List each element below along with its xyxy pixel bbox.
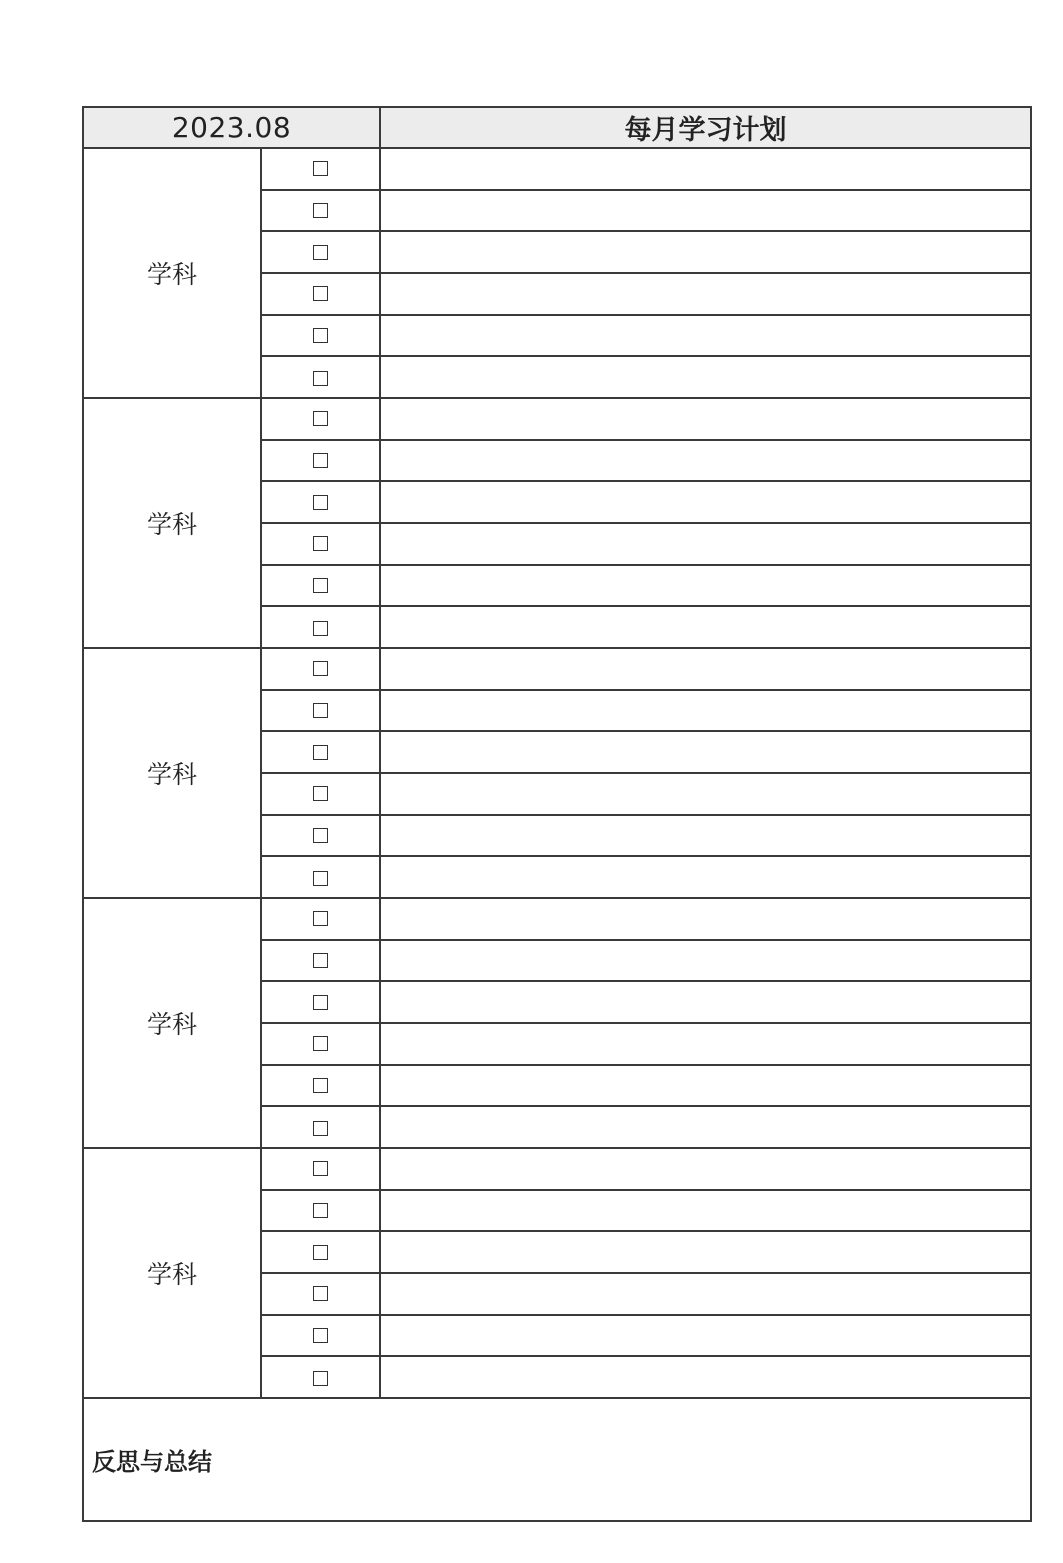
task-entry-field[interactable] [381, 1274, 1030, 1314]
task-checkbox[interactable] [313, 286, 328, 301]
task-row [262, 607, 1030, 649]
task-entry-field[interactable] [381, 774, 1030, 814]
task-row [262, 1232, 1030, 1274]
task-entry-field[interactable] [381, 274, 1030, 314]
task-rows [262, 649, 1030, 897]
task-entry-field[interactable] [381, 399, 1030, 439]
checkbox-cell [262, 441, 381, 481]
checkbox-cell [262, 232, 381, 272]
task-entry-field[interactable] [381, 982, 1030, 1022]
task-checkbox[interactable] [313, 1371, 328, 1386]
task-entry-field[interactable] [381, 482, 1030, 522]
task-checkbox[interactable] [313, 871, 328, 886]
task-row [262, 357, 1030, 399]
task-entry-field[interactable] [381, 1107, 1030, 1149]
subject-section [84, 399, 1030, 649]
task-row [262, 732, 1030, 774]
task-row [262, 1191, 1030, 1233]
checkbox-cell [262, 316, 381, 356]
checkbox-cell [262, 1107, 381, 1149]
checkbox-cell [262, 1066, 381, 1106]
task-row [262, 1357, 1030, 1399]
task-row [262, 1274, 1030, 1316]
task-checkbox[interactable] [313, 203, 328, 218]
task-checkbox[interactable] [313, 661, 328, 676]
checkbox-cell [262, 191, 381, 231]
checkbox-cell [262, 399, 381, 439]
subject-label: 学科 [84, 649, 262, 897]
reflection-label: 反思与总结 [92, 1448, 212, 1476]
checkbox-cell [262, 691, 381, 731]
subject-label: 学科 [84, 399, 262, 647]
task-checkbox[interactable] [313, 745, 328, 760]
task-row [262, 566, 1030, 608]
task-checkbox[interactable] [313, 1328, 328, 1343]
task-entry-field[interactable] [381, 1357, 1030, 1399]
task-checkbox[interactable] [313, 1121, 328, 1136]
checkbox-cell [262, 1149, 381, 1189]
task-checkbox[interactable] [313, 411, 328, 426]
task-row [262, 857, 1030, 899]
task-entry-field[interactable] [381, 524, 1030, 564]
checkbox-cell [262, 1357, 381, 1399]
task-row [262, 816, 1030, 858]
task-entry-field[interactable] [381, 1149, 1030, 1189]
task-row [262, 1316, 1030, 1358]
checkbox-cell [262, 149, 381, 189]
task-row [262, 316, 1030, 358]
task-entry-field[interactable] [381, 149, 1030, 189]
task-checkbox[interactable] [313, 703, 328, 718]
task-entry-field[interactable] [381, 1191, 1030, 1231]
checkbox-cell [262, 1316, 381, 1356]
task-entry-field[interactable] [381, 357, 1030, 399]
task-row [262, 691, 1030, 733]
task-rows [262, 899, 1030, 1147]
task-row [262, 941, 1030, 983]
task-entry-field[interactable] [381, 649, 1030, 689]
task-entry-field[interactable] [381, 441, 1030, 481]
checkbox-cell [262, 774, 381, 814]
checkbox-cell [262, 274, 381, 314]
monthly-plan-sheet [82, 106, 1032, 1522]
task-checkbox[interactable] [313, 1203, 328, 1218]
task-entry-field[interactable] [381, 607, 1030, 649]
subject-label: 学科 [84, 149, 262, 397]
task-row [262, 399, 1030, 441]
task-entry-field[interactable] [381, 232, 1030, 272]
checkbox-cell [262, 566, 381, 606]
task-row [262, 191, 1030, 233]
task-entry-field[interactable] [381, 191, 1030, 231]
subject-section [84, 149, 1030, 399]
task-checkbox[interactable] [313, 536, 328, 551]
subject-section [84, 649, 1030, 899]
task-entry-field[interactable] [381, 1024, 1030, 1064]
task-entry-field[interactable] [381, 732, 1030, 772]
task-row [262, 1066, 1030, 1108]
checkbox-cell [262, 607, 381, 649]
task-entry-field[interactable] [381, 566, 1030, 606]
task-checkbox[interactable] [313, 245, 328, 260]
task-checkbox[interactable] [313, 578, 328, 593]
task-row [262, 524, 1030, 566]
task-checkbox[interactable] [313, 1078, 328, 1093]
task-row [262, 149, 1030, 191]
subject-label: 学科 [84, 899, 262, 1147]
task-checkbox[interactable] [313, 828, 328, 843]
task-checkbox[interactable] [313, 371, 328, 386]
task-entry-field[interactable] [381, 857, 1030, 899]
task-checkbox[interactable] [313, 621, 328, 636]
subject-label: 学科 [84, 1149, 262, 1397]
task-entry-field[interactable] [381, 941, 1030, 981]
task-rows [262, 399, 1030, 647]
task-row [262, 649, 1030, 691]
task-checkbox[interactable] [313, 786, 328, 801]
task-entry-field[interactable] [381, 691, 1030, 731]
page-title: 每月学习计划 [381, 108, 1030, 149]
task-entry-field[interactable] [381, 899, 1030, 939]
task-row [262, 274, 1030, 316]
task-rows [262, 1149, 1030, 1397]
task-row [262, 1024, 1030, 1066]
checkbox-cell [262, 1232, 381, 1272]
task-entry-field[interactable] [381, 1066, 1030, 1106]
checkbox-cell [262, 649, 381, 689]
checkbox-cell [262, 357, 381, 399]
task-entry-field[interactable] [381, 816, 1030, 856]
task-checkbox[interactable] [313, 953, 328, 968]
subject-section [84, 1149, 1030, 1399]
task-entry-field[interactable] [381, 316, 1030, 356]
reflection-summary-section[interactable] [84, 1399, 1030, 1520]
checkbox-cell [262, 524, 381, 564]
task-entry-field[interactable] [381, 1232, 1030, 1272]
task-checkbox[interactable] [313, 911, 328, 926]
task-row [262, 1107, 1030, 1149]
task-checkbox[interactable] [313, 328, 328, 343]
task-row [262, 899, 1030, 941]
task-checkbox[interactable] [313, 1161, 328, 1176]
checkbox-cell [262, 941, 381, 981]
task-checkbox[interactable] [313, 1245, 328, 1260]
task-row [262, 482, 1030, 524]
checkbox-cell [262, 1274, 381, 1314]
task-row [262, 441, 1030, 483]
task-row [262, 982, 1030, 1024]
header-date: 2023.08 [84, 108, 381, 149]
task-rows [262, 149, 1030, 397]
checkbox-cell [262, 1191, 381, 1231]
task-checkbox[interactable] [313, 453, 328, 468]
checkbox-cell [262, 482, 381, 522]
task-checkbox[interactable] [313, 995, 328, 1010]
task-checkbox[interactable] [313, 1036, 328, 1051]
task-row [262, 232, 1030, 274]
task-entry-field[interactable] [381, 1316, 1030, 1356]
checkbox-cell [262, 732, 381, 772]
task-checkbox[interactable] [313, 161, 328, 176]
task-row [262, 774, 1030, 816]
task-checkbox[interactable] [313, 1286, 328, 1301]
checkbox-cell [262, 982, 381, 1022]
checkbox-cell [262, 899, 381, 939]
checkbox-cell [262, 857, 381, 899]
subject-section [84, 899, 1030, 1149]
checkbox-cell [262, 1024, 381, 1064]
task-checkbox[interactable] [313, 495, 328, 510]
checkbox-cell [262, 816, 381, 856]
subject-sections [84, 149, 1030, 1399]
task-row [262, 1149, 1030, 1191]
